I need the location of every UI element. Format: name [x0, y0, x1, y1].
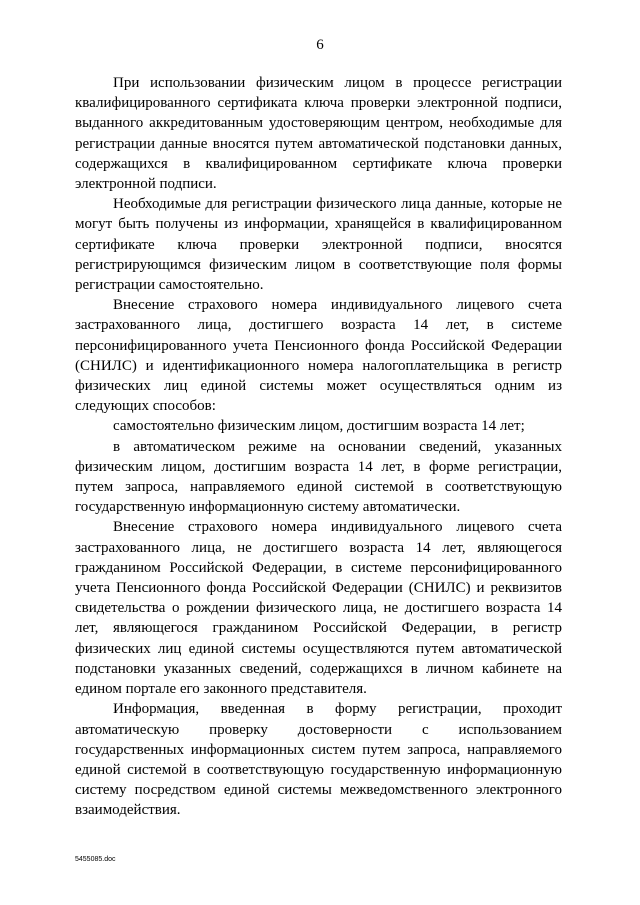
paragraph: Необходимые для регистрации физического лица данные, которые не могут быть получены из информации, хранящейся в квалифицированном сертификате ключа проверки электронной подписи, вносятся регистрирующимся физическим лицом в соответствующие поля формы регистрации самостоятельно.	[75, 196, 562, 294]
paragraph: При использовании физическим лицом в процессе регистрации квалифицированного сертификата ключа проверки электронной подписи, выданного аккредитованным удостоверяющим центром, необходимые для регистрации данные вносятся путем автоматической подстановки данных, содержащихся в квалифицированном сертификате ключа проверки электронной подписи.	[75, 75, 562, 193]
page-number: 6	[316, 37, 324, 53]
footer-file-code: 5455085.doc	[75, 856, 116, 863]
paragraph: самостоятельно физическим лицом, достигшим возраста 14 лет;	[113, 418, 525, 435]
document-body	[75, 73, 562, 821]
paragraph: в автоматическом режиме на основании сведений, указанных физическим лицом, достигшим возраста 14 лет, в форме регистрации, путем запроса, направляемого единой системой в соответствующую государственную информационную систему автоматически.	[75, 438, 562, 516]
paragraph: Информация, введенная в форму регистрации, проходит автоматическую проверку достоверности с использованием государственных информационных систем путем запроса, направляемого единой системой в соответствующую государственную информационную систему посредством единой системы межведомственного электронного взаимодействия.	[75, 701, 562, 819]
paragraph: Внесение страхового номера индивидуального лицевого счета застрахованного лица, не достигшего возраста 14 лет, являющегося гражданином Российской Федерации, в системе персонифицированного учета Пенсионного фонда Российской Федерации (СНИЛС) и реквизитов свидетельства о рождении физического лица, не достигшего возраста 14 лет, являющегося гражданином Российской Федерации, в регистр физических лиц единой системы осуществляются путем автоматической подстановки указанных сведений, содержащихся в личном кабинете на едином портале его законного представителя.	[75, 519, 562, 698]
paragraph: Внесение страхового номера индивидуального лицевого счета застрахованного лица, достигшего возраста 14 лет, в системе персонифицированного учета Пенсионного фонда Российской Федерации (СНИЛС) и идентификационного номера налогоплательщика в регистр физических лиц единой системы может осуществляться одним из следующих способов:	[75, 297, 562, 415]
